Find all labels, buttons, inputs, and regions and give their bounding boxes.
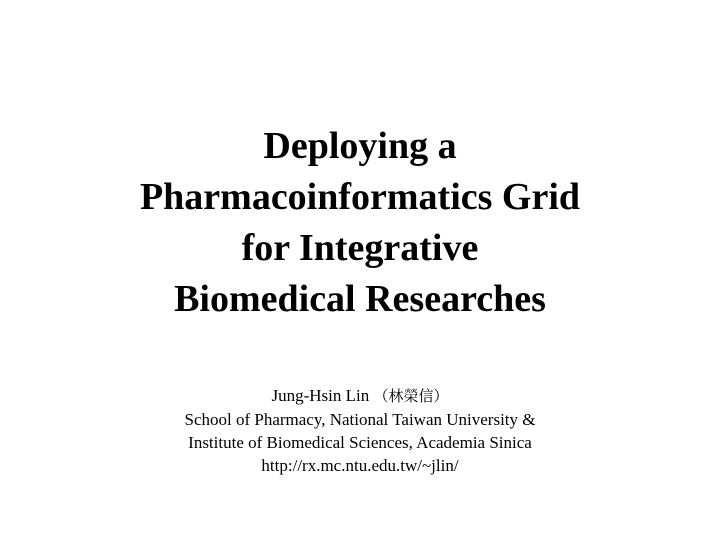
- author-name: Jung-Hsin Lin: [271, 386, 370, 405]
- title-line-3: for Integrative: [241, 227, 479, 269]
- title-line-1: Deploying a: [263, 125, 457, 167]
- author-url: http://rx.mc.ntu.edu.tw/~jlin/: [261, 456, 459, 475]
- title-line-2: Pharmacoinformatics Grid: [139, 176, 581, 218]
- slide-title: [20, 121, 700, 325]
- affiliation-line-1: School of Pharmacy, National Taiwan University &: [184, 410, 536, 429]
- title-line-4: Biomedical Researches: [174, 278, 546, 320]
- author-name-chinese: （林榮信）: [373, 387, 449, 405]
- author-line: [20, 384, 700, 408]
- affiliation-line-2: Institute of Biomedical Sciences, Academia Sinica: [188, 433, 532, 452]
- author-block: [20, 384, 700, 477]
